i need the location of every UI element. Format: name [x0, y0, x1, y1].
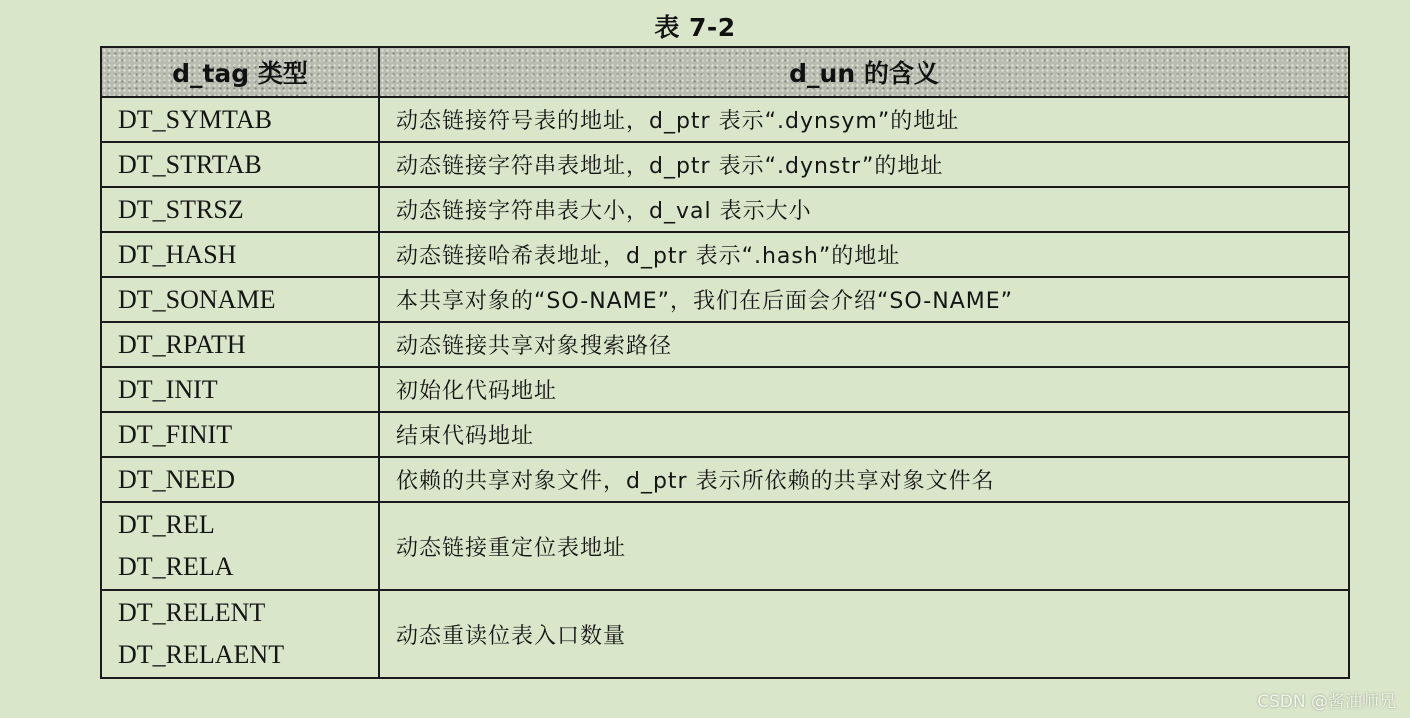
table-row: [101, 142, 1349, 187]
table-row: [101, 367, 1349, 412]
tag-cell: [101, 590, 379, 678]
tag-name: DT_RELA: [118, 552, 234, 581]
description-cell: 动态链接共享对象搜索路径: [379, 322, 1349, 367]
tag-name: DT_HASH: [118, 239, 237, 269]
tag-cell: [101, 502, 379, 590]
description-cell: 本共享对象的“SO-NAME”，我们在后面会介绍“SO-NAME”: [379, 277, 1349, 322]
table-row: [101, 187, 1349, 232]
description-cell: 动态重读位表入口数量: [379, 590, 1349, 678]
tag-name: DT_RPATH: [118, 329, 246, 359]
description-cell: 动态链接字符串表地址，d_ptr 表示“.dynstr”的地址: [379, 142, 1349, 187]
description-cell: 动态链接字符串表大小，d_val 表示大小: [379, 187, 1349, 232]
dynamic-tag-table: [100, 46, 1350, 679]
tag-cell: [101, 457, 379, 502]
tag-cell: [101, 97, 379, 142]
tag-name: DT_FINIT: [118, 419, 233, 449]
table-row: [101, 322, 1349, 367]
tag-name: DT_STRSZ: [118, 194, 244, 224]
tag-cell: [101, 142, 379, 187]
tag-cell: [101, 277, 379, 322]
tag-name: DT_STRTAB: [118, 149, 262, 179]
header-d-un-meaning: d_un 的含义: [379, 47, 1349, 97]
tag-cell: [101, 322, 379, 367]
description-cell: 动态链接重定位表地址: [379, 502, 1349, 590]
table-body: [101, 97, 1349, 678]
table-row: [101, 277, 1349, 322]
description-cell: 依赖的共享对象文件，d_ptr 表示所依赖的共享对象文件名: [379, 457, 1349, 502]
table-row: [101, 412, 1349, 457]
table-header: [101, 47, 1349, 97]
tag-cell: [101, 232, 379, 277]
table-row: [101, 590, 1349, 678]
tag-name: DT_INIT: [118, 374, 218, 404]
tag-name: DT_NEED: [118, 464, 235, 494]
header-d-tag-type: d_tag 类型: [101, 47, 379, 97]
table-row: [101, 232, 1349, 277]
description-cell: 初始化代码地址: [379, 367, 1349, 412]
tag-cell: [101, 187, 379, 232]
tag-name: DT_RELAENT: [118, 640, 285, 669]
description-cell: 结束代码地址: [379, 412, 1349, 457]
table-row: [101, 97, 1349, 142]
description-cell: 动态链接符号表的地址，d_ptr 表示“.dynsym”的地址: [379, 97, 1349, 142]
table-caption: 表 7-2: [654, 13, 736, 42]
tag-cell: [101, 367, 379, 412]
tag-name: DT_RELENT: [118, 598, 266, 627]
table-row: [101, 457, 1349, 502]
tag-name: DT_SYMTAB: [118, 104, 272, 134]
table-row: [101, 502, 1349, 590]
tag-name: DT_SONAME: [118, 284, 276, 314]
tag-name: DT_REL: [118, 510, 215, 539]
watermark: CSDN @酱油师兄: [1257, 692, 1396, 712]
tag-cell: [101, 412, 379, 457]
header-row: [101, 47, 1349, 97]
description-cell: 动态链接哈希表地址，d_ptr 表示“.hash”的地址: [379, 232, 1349, 277]
